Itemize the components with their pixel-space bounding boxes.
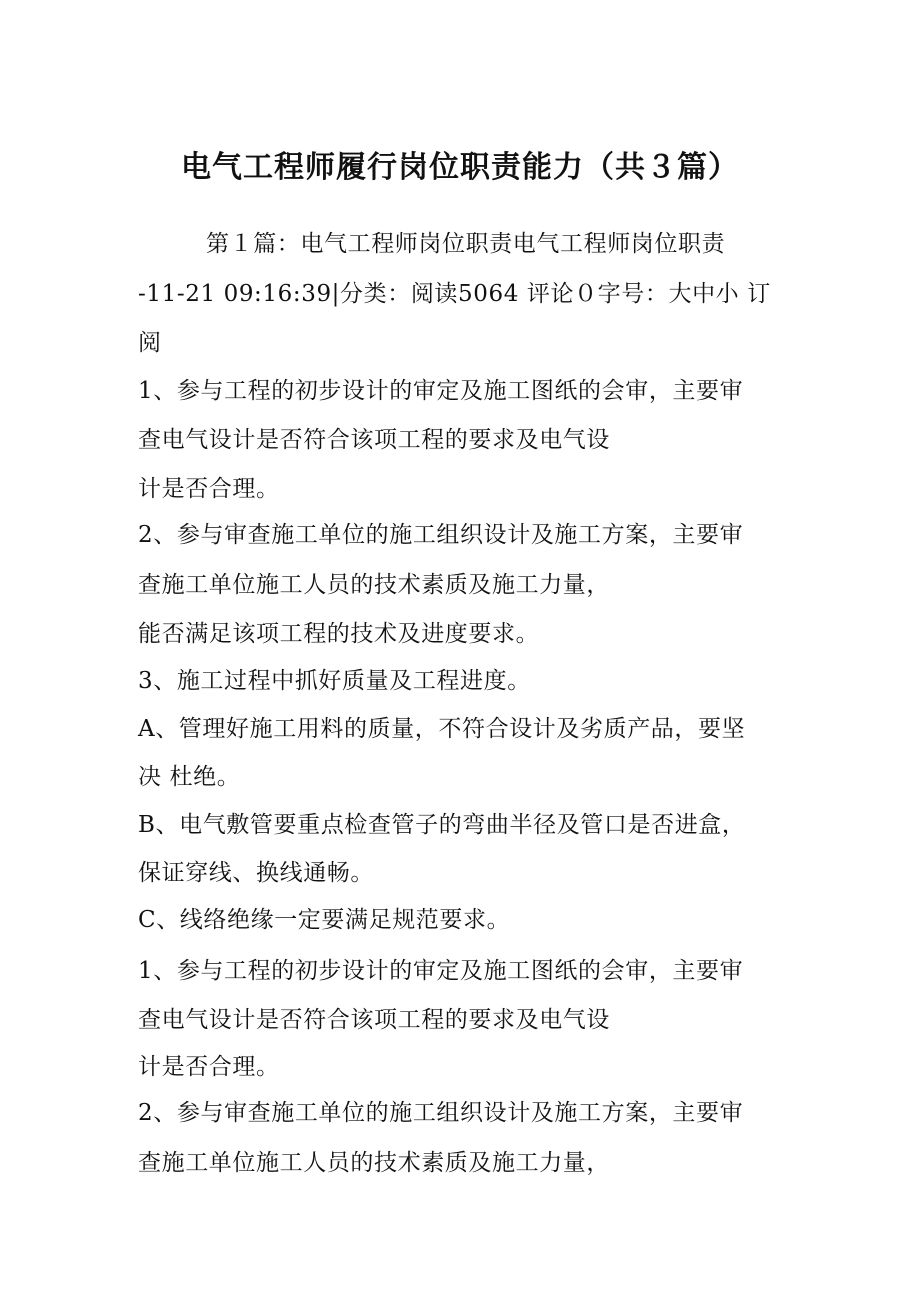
paragraph-line: 决 杜绝。 xyxy=(138,764,241,790)
document-title: 电气工程师履行岗位职责能力（共３篇） xyxy=(181,150,739,185)
paragraph-line: 能否满足该项工程的技术及进度要求。 xyxy=(138,621,540,647)
paragraph-line: 保证穿线、换线通畅。 xyxy=(138,860,374,886)
paragraph-line: B、电气敷管要重点检查管子的弯曲半径及管口是否进盒， xyxy=(138,812,746,838)
paragraph-line: A、管理好施工用料的质量，不符合设计及劣质产品，要坚 xyxy=(138,716,746,742)
paragraph-line: C、线络绝缘一定要满足规范要求。 xyxy=(138,907,511,933)
paragraph-line: 查施工单位施工人员的技术素质及施工力量， xyxy=(138,1150,610,1176)
paragraph-line: 2、参与审查施工单位的施工组织设计及施工方案，主要审 xyxy=(138,522,744,548)
paragraph-line: 阅 xyxy=(138,330,162,356)
paragraph-line: 1、参与工程的初步设计的审定及施工图纸的会审，主要审 xyxy=(138,378,744,404)
paragraph-line: 计是否合理。 xyxy=(138,476,280,502)
paragraph-line: 查电气设计是否符合该项工程的要求及电气设 xyxy=(138,1007,610,1033)
paragraph-line: 1、参与工程的初步设计的审定及施工图纸的会审，主要审 xyxy=(138,958,744,984)
paragraph-line: 3、施工过程中抓好质量及工程进度。 xyxy=(138,668,531,694)
paragraph-line: -11-21 09:16:39|分类：阅读5064 评论０字号：大中小 订 xyxy=(138,281,771,307)
paragraph-line: 查施工单位施工人员的技术素质及施工力量， xyxy=(138,572,610,598)
paragraph-line: 2、参与审查施工单位的施工组织设计及施工方案，主要审 xyxy=(138,1100,744,1126)
paragraph-line: 计是否合理。 xyxy=(138,1054,280,1080)
paragraph-line: 查电气设计是否符合该项工程的要求及电气设 xyxy=(138,427,610,453)
paragraph-line: 第１篇：电气工程师岗位职责电气工程师岗位职责 xyxy=(206,231,726,257)
